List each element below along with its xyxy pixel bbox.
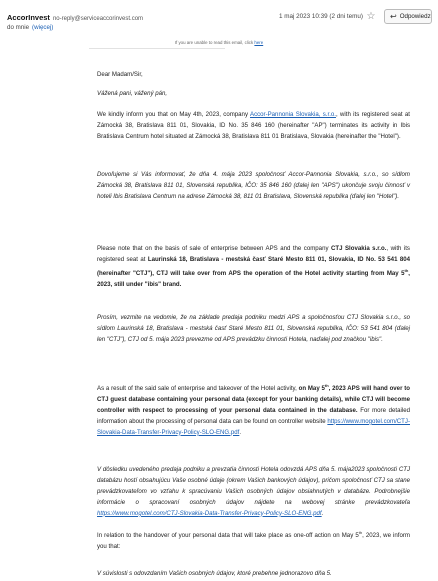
sender-email: no-reply@serviceaccorinvest.com [52,16,144,22]
paragraph-8: V súvislosti s odovzdaním Vašich osobných údajov, ktoré prebehne jednorazovo dňa 5. [97,570,332,577]
p3-bold-text: Laurinská 18, Bratislava - mestská časť Staré Mesto 811 01, Slovakia, ID No. 53 541 804 (hereinafter "CTJ"), CTJ will take over from APS the operation of the Hotel activity starting from May 5 [97,255,411,277]
to-value: mnie [15,24,30,31]
recipient-line [7,24,53,31]
p5-bold-a: on May 5 [298,385,325,393]
privacy-policy-link-en[interactable]: https://www.mogotel.com/CTJ-Slovakia-Data-Transfer-Privacy-Policy-SLO-ENG.pdf [97,417,410,436]
p6-text-b: . [321,509,324,517]
paragraph-4: Prosím, vezmite na vedomie, že na základe predaja podniku medzi APS a spoločnosťou CTJ Slovakia s.r.o., so sídlom Laurinská 18, Bratislava - mestská časť Staré Mesto 811 01, Slovenská republika, IČO: 53 541 804 (ďalej len "CTJ"), CTJ od 5. mája 2023 prevezme od APS prevádzku činnosti Hotela, naďalej pod značkou "ibis". [97,314,410,343]
p5-text-a: As a result of the said sale of enterprise and takeover of the Hotel activity, [97,385,299,393]
paragraph-2: Dovoľujeme si Vás informovať, že dňa 4. mája 2023 spoločnosť Accor-Pannonia Slovakia, s.r.o., so sídlom Zámocká 38, Bratislava 811 01, Slovenská republika, IČO: 35 846 160 (ďalej len "APS") ukončuje svoju činnosť v hoteli Ibis Bratislava Centrum na adrese Zámocká 38, 811 01 Bratislava, Slovenská republika (ďalej len "Hotel"). [97,171,410,200]
p1-text-b: , with its registered seat at Zámocká 38, Bratislava 811 01, Slovakia, ID No. 35 846 160 (hereinafter "AP") terminates its activity in Ibis Bratislava Centrum hotel situated at Zámocká 38, Bratislava 811 01 Bratislava, Slovakia (hereinafter the "Hotel"). [97,111,410,140]
star-icon[interactable]: ☆ [366,11,376,22]
paragraph-7 [97,528,410,553]
show-more-recipients-link[interactable]: (więcej) [32,24,54,31]
view-note-text: If you are unable to read this email, click [174,40,254,45]
email-header [0,0,438,36]
p1-text-a: We kindly inform you that on May 4th, 2023, company [97,111,250,118]
p3-bold-end: , 2023, still under "ibis" brand. [97,269,410,288]
accor-pannonia-link[interactable]: Accor-Pannonia Slovakia, s.r.o. [250,111,336,118]
reply-label: Odpowiedz [399,13,431,20]
greeting-en: Dear Madam/Sir, [97,71,143,78]
p3-company: CTJ Slovakia s.r.o. [330,245,387,252]
paragraph-6 [97,465,410,520]
p6-text-a: V dôsledku uvedeného predaja podniku a prevzatia činnosti Hotela odovzdá APS dňa 5. mája2023 spoločnosti CTJ databázu hostí obsahujúcu Vaše osobné údaje (okrem Vašich bankových údajov), pričom spoločnosť CTJ sa stane prevádzkovateľom vo vzťahu k spracúvaniu Vašich osobných údajov obsiahnutých v databáze. Podrobnejšie informácie o spracovaní osobných údajov nájdete na webovej stránke prevádzkovateľa [97,466,410,506]
view-in-browser-link[interactable]: here [254,40,264,45]
p7-text-a: In relation to the handover of your personal data that will take place as one-off action on May 5 [97,532,359,540]
view-in-browser-note [0,40,438,45]
greeting-sk: Vážená pani, vážený pán, [97,90,168,97]
p3-text-a: Please note that on the basis of sale of enterprise between APS and the company [97,245,331,252]
p5-bold-b: , 2023 APS will hand over to CTJ guest database containing your personal data (except for your banking details), while CTJ will become controller with respect to processing of your personal data contained in the database. [97,385,410,414]
p3-text-b: , with its registered seat at [97,245,410,263]
paragraph-3 [97,244,410,291]
paragraph-1 [97,110,410,143]
p5-text-c: . [239,428,242,436]
reply-icon: ↩ [390,11,397,21]
reply-button[interactable] [384,9,432,24]
to-label: do [7,24,14,31]
sender [7,13,143,22]
paragraph-5 [97,381,410,439]
sender-name[interactable]: AccorInvest [7,13,50,22]
divider-line [89,46,225,51]
p3-sup: th [404,267,409,273]
privacy-policy-link-sk[interactable]: https://www.mogotel.com/CTJ-Slovakia-Data-Transfer-Privacy-Policy-SLO-ENG.pdf [97,509,322,517]
p7-text-b: , 2023, we inform you that: [97,532,410,550]
p5-sup: th [324,383,329,388]
p5-text-b: For more detailed information about the processing of personal data can be found on controller website [97,406,410,425]
p7-sup: th [358,530,363,535]
email-date: 1 maj 2023 10:39 (2 dni temu) [279,13,364,20]
